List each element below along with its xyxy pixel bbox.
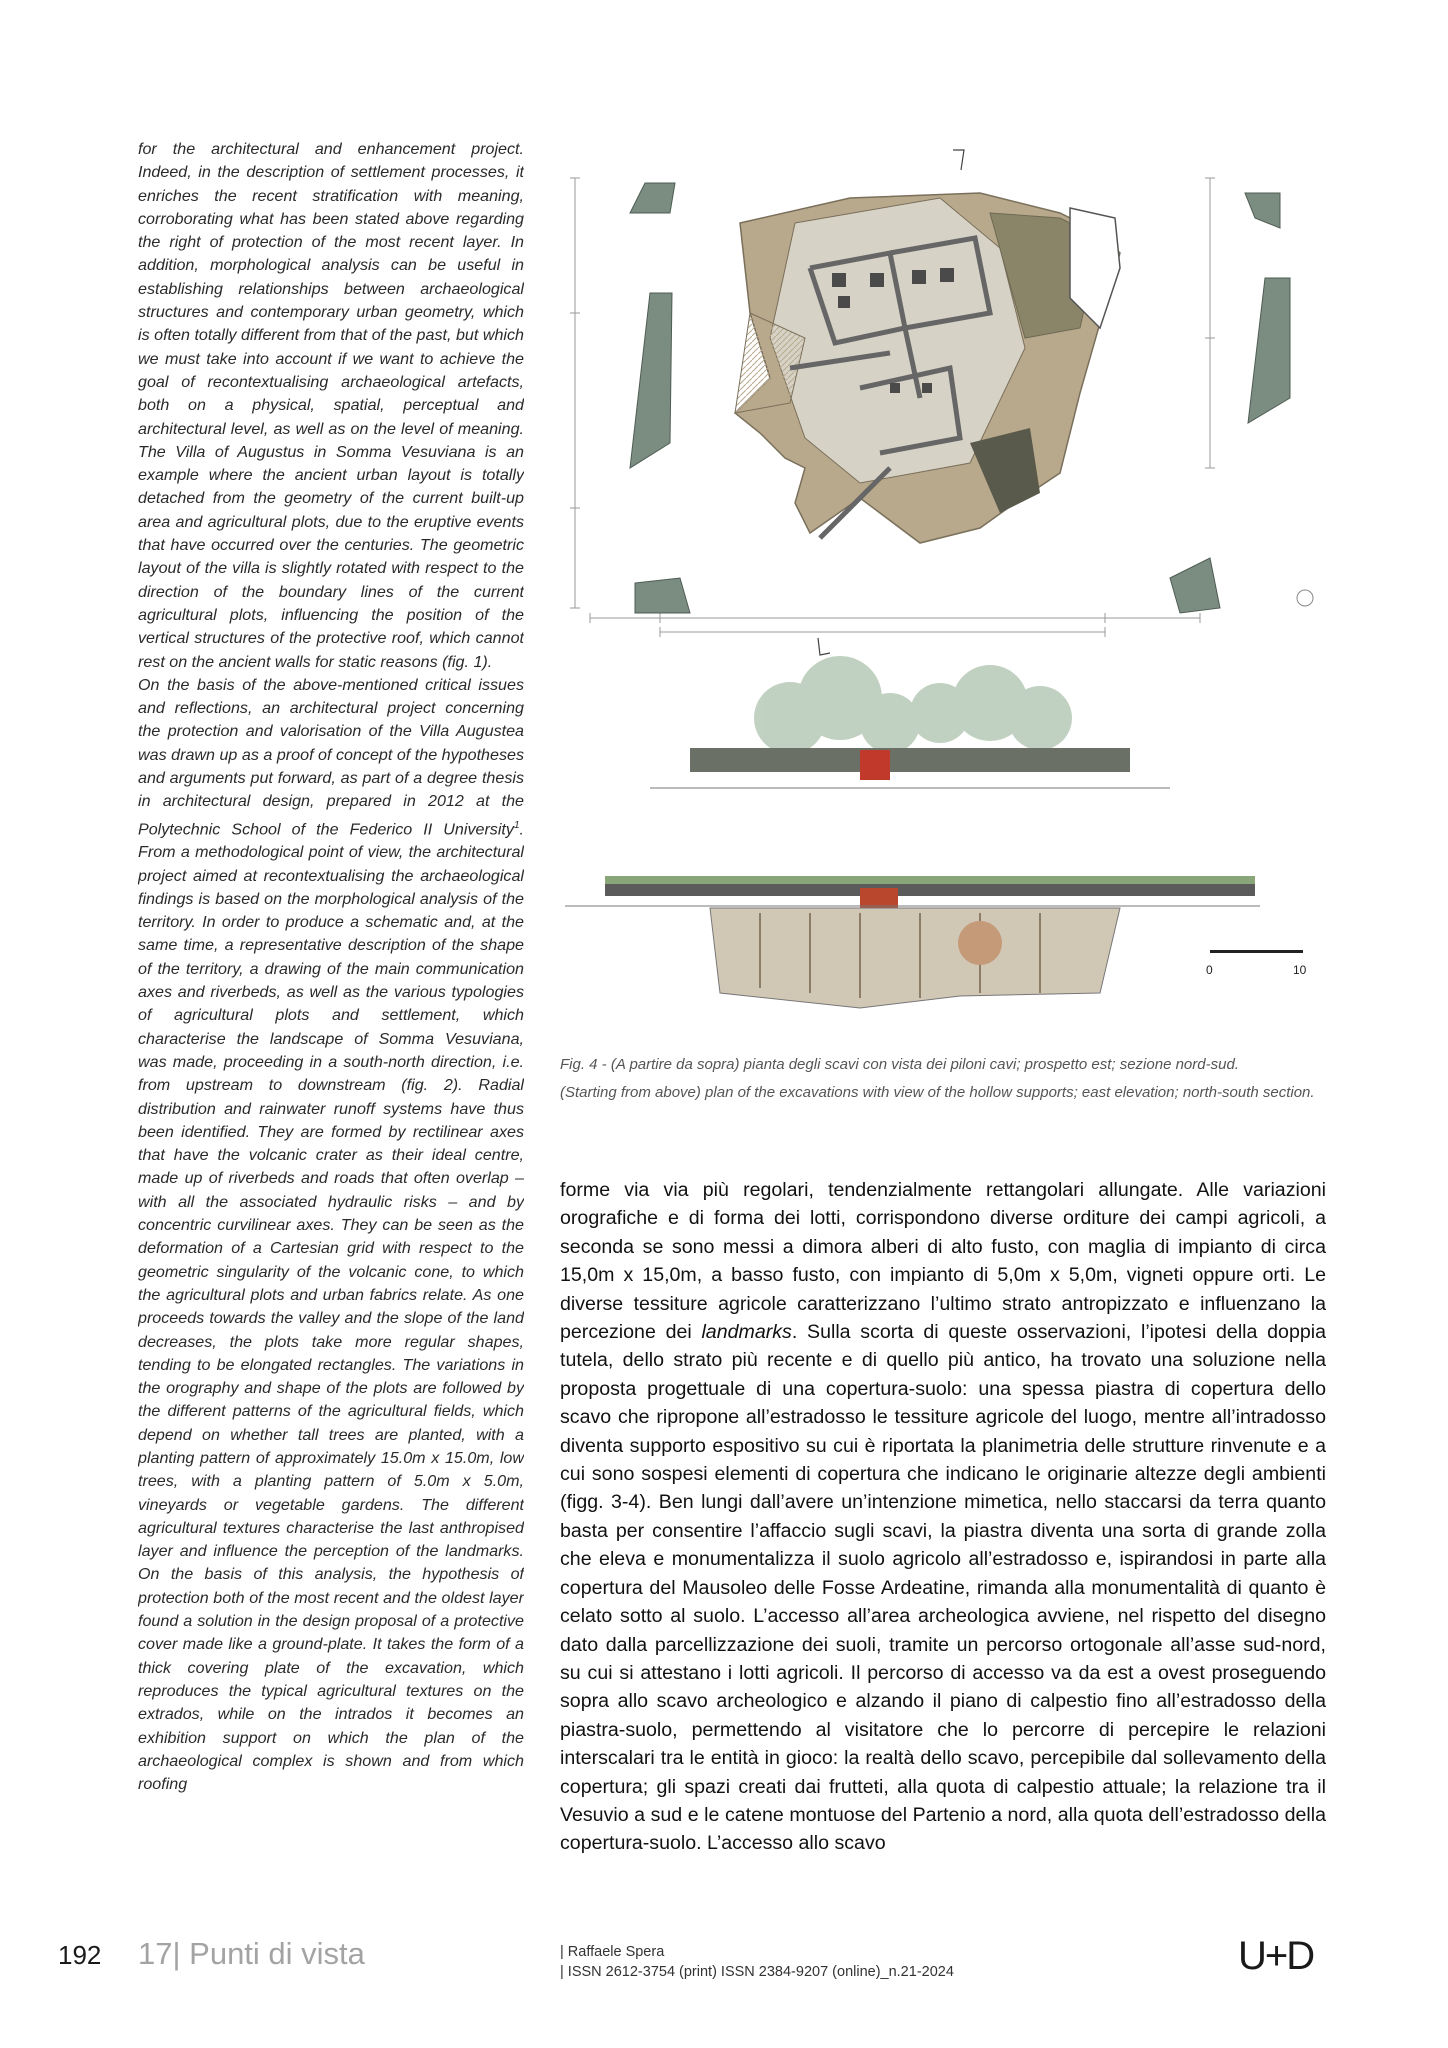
- elevation-trees: [754, 656, 1072, 754]
- journal-logo: U+D: [1238, 1934, 1314, 1978]
- caption-italian: Fig. 4 - (A partire da sopra) pianta degli scavi con vista dei piloni cavi; prospetto est; sezione nord-sud.: [560, 1056, 1239, 1073]
- figure-4: [560, 138, 1326, 1020]
- elevation-roof-plate: [690, 748, 1130, 772]
- section-excavation: [710, 908, 1120, 1008]
- section-arch: [958, 921, 1002, 965]
- hollow-support-w-tall: [630, 293, 672, 468]
- east-elevation: [650, 656, 1170, 788]
- italian-paragraph: [560, 1176, 1326, 1858]
- figure-caption: [560, 1053, 1326, 1104]
- excavation-plan: [570, 150, 1313, 655]
- hollow-support-nw: [1245, 193, 1280, 228]
- section-roof-plate: [605, 884, 1255, 896]
- section-title: 17| Punti di vista: [138, 1936, 365, 1971]
- hollow-support-se: [1170, 558, 1220, 613]
- hollow-support-e-tall: [1248, 278, 1290, 423]
- scale-label-start: 0: [1206, 963, 1213, 977]
- section-red-volume: [860, 888, 898, 910]
- hollow-support-sw: [635, 578, 690, 613]
- paragraph-2-text-a: On the basis of the above-mentioned critical issues and reflections, an architectural project concerning the protection and valorisation of the Villa Augustea was drawn up as a proof of concept of the hypotheses and arguments put forward, as part of a degree thesis in architectural design, prepared in 2012 at the Polytechnic School of the Federico II University: [138, 675, 524, 838]
- italian-text-a: forme via via più regolari, tendenzialmente rettangolari allungate. Alle variazioni orografiche e di forma dei lotti, corrispondono diverse orditure dei campi agricoli, a seconda se sono messi a dimora alberi di alto fusto, con maglia di impianto di circa 15,0m x 15,0m, a basso fusto, con impianto di 5,0m x 5,0m, vigneti oppure orti. Le diverse tessiture agricole caratterizzano l’ultimo strato antropizzato e influenzano la percezione dei: [560, 1179, 1326, 1344]
- italian-text-b: . Sulla scorta di queste osservazioni, l’ipotesi della doppia tutela, dello strato più recente e di quello più antico, ha trovato una soluzione nella proposta progettuale di una copertura-suolo: una spessa piastra di copertura dello scavo che ripropone all’estradosso le tessiture agricole del luogo, mentre all’intradosso diventa supporto espositivo su cui è riportata la planimetria delle strutture rinvenute e a cui sono sospesi elementi di copertura che indicano le originarie altezze degli ambienti (figg. 3-4). Ben lungi dall’avere un’intenzione mimetica, nello staccarsi da terra quanto basta per consentire l’affaccio sugli scavi, la piastra diventa una sorta di grande zolla che eleva e monumentalizza il suolo agricolo all’estradosso e, ispirandosi in parte alla copertura del Mausoleo delle Fosse Ardeatine, rimanda alla monumentalità di quanto è celato sotto al suolo. L’accesso all’area archeologica avviene, nel rispetto del disegno dato dalla parcellizzazione dei suoli, tramite un percorso ortogonale all’asse sud-nord, su cui si attestano i lotti agricoli. Il percorso di accesso va da est a ovest proseguendo sopra allo scavo archeologico e alzando il piano di calpestio fino all’estradosso della piastra-suolo, permettendo al visitatore che lo percorre di percepire le relazioni interscalari tra le entità in gioco: la realtà dello scavo, percepibile dal sollevamento della copertura; gli spazi creati dai frutteti, alla quota di calpestio attuale; la relazione tra il Vesuvio a sud e le catene montuose del Partenio a nord, alla quota dell’estradosso della copertura-suolo. L’accesso allo scavo: [560, 1321, 1326, 1855]
- footnote-reference[interactable]: 1: [513, 819, 520, 831]
- footer-metadata: [560, 1942, 954, 1982]
- paragraph-1: for the architectural and enhancement project. Indeed, in the description of settlement processes, it enriches the recent stratification with meaning, corroborating what has been stated above regarding the right of protection of the most recent layer. In addition, morphological analysis can be useful in establishing relationships between archaeological structures and contemporary urban geometry, which is often totally different from that of the past, but which we must take into account if we want to achieve the goal of recontextualising archaeological artefacts, both on a physical, spatial, perceptual and architectural level, as well as on the level of meaning. The Villa of Augustus in Somma Vesuviana is an example where the ancient urban layout is totally detached from the geometry of the current built-up area and agricultural plots, due to the eruptive events that have occurred over the centuries. The geometric layout of the villa is slightly rotated with respect to the direction of the boundary lines of the current agricultural plots, influencing the position of the vertical structures of the protective roof, which cannot rest on the ancient walls for static reasons (fig. 1).: [138, 140, 524, 671]
- figure-drawings: [560, 138, 1326, 1020]
- paragraph-2-text-b: . From a methodological point of view, the architectural project aimed at recontextualising the archaeological findings is based on the morphological analysis of the territory. In order to produce a schematic and, at the same time, a representative description of the shape of the territory, a drawing of the main communication axes and riverbeds, as well as the various typologies of agricultural plots and settlement, which characterise the landscape of Somma Vesuviana, was made, proceeding in a south-north direction, i.e. from upstream to downstream (fig. 2). Radial distribution and rainwater runoff systems have thus been identified. They are formed by rectilinear axes that have the volcanic crater as their ideal centre, made up of riverbeds and roads that often overlap – with all the associated hydraulic risks – and by concentric curvilinear axes. They can be seen as the deformation of a Cartesian grid with respect to the geometric singularity of the volcanic cone, to which the agricultural plots and urban fabrics relate. As one proceeds towards the valley and the slope of the land decreases, the plots take more regular shapes, tending to be elongated rectangles. The variations in the orography and shape of the plots are followed by the different patterns of the agricultural fields, which depend on whether tall trees are planted, with a planting pattern of approximately 15.0m x 15.0m, low trees, with a planting pattern of 5.0m x 5.0m, vineyards or vegetable gardens. The different agricultural textures characterise the last anthropised layer and influence the perception of the landmarks. On the basis of this analysis, the hypothesis of protection both of the most recent and the oldest layer found a solution in the design proposal of a protective cover made like a ground-plate. It takes the form of a thick covering plate of the excavation, which reproduces the typical agricultural textures on the extrados, while on the intrados it becomes an exhibition support on which the plan of the archaeological complex is shown and from which roofing: [138, 819, 524, 1794]
- italian-italic-term: landmarks: [701, 1321, 792, 1344]
- page-number: 192: [58, 1940, 102, 1970]
- hollow-support-ne-1: [630, 183, 675, 213]
- scale-bar: [1210, 950, 1303, 953]
- section-green-roof: [605, 876, 1255, 884]
- issn-line: | ISSN 2612-3754 (print) ISSN 2384-9207 (online)_n.21-2024: [560, 1964, 954, 1980]
- north-south-section: [565, 876, 1307, 1008]
- italian-text-column: [560, 1176, 1326, 1922]
- paragraph-2: [138, 674, 524, 1797]
- english-text-column: [138, 138, 524, 1934]
- north-arrow-icon: [1297, 590, 1313, 606]
- caption-english: (Starting from above) plan of the excavations with view of the hollow supports; east elevation; north-south section.: [560, 1084, 1315, 1101]
- elevation-entrance: [860, 750, 890, 780]
- scale-label-end: 10: [1293, 963, 1307, 977]
- author-line: | Raffaele Spera: [560, 1944, 665, 1960]
